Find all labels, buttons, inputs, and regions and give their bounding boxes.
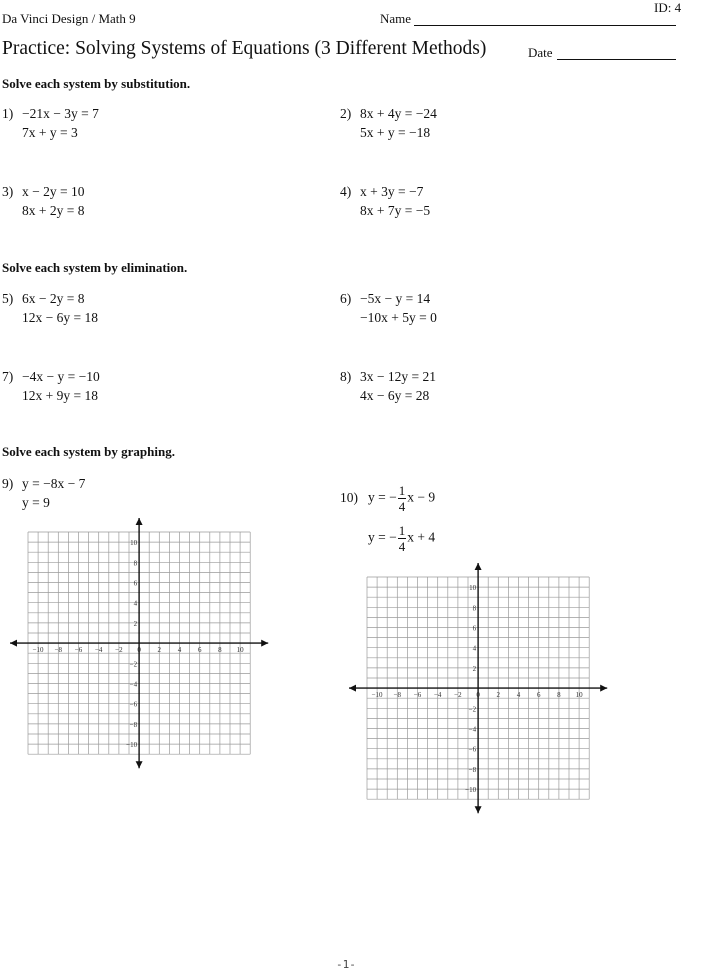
problem-10 — [340, 484, 435, 513]
equation-2-rhs: x + 4 — [407, 529, 436, 545]
problem-10-line-2 — [368, 524, 435, 553]
y-tick-label: −8 — [468, 765, 477, 774]
problem-number: 7) — [2, 369, 14, 384]
equation-1: −5x − y = 14 — [360, 291, 431, 306]
y-tick-label: 4 — [133, 599, 138, 608]
y-tick-label: −6 — [129, 700, 138, 709]
problem-number: 1) — [2, 106, 14, 121]
problem-number: 3) — [2, 184, 14, 199]
x-tick-label: 8 — [218, 646, 222, 655]
equation-1: x − 2y = 10 — [22, 184, 85, 199]
problem-2 — [340, 104, 437, 142]
y-tick-label: −2 — [468, 705, 477, 714]
y-tick-label: −2 — [129, 660, 138, 669]
worksheet-id: ID: 4 — [654, 0, 682, 15]
problem-1 — [2, 104, 99, 142]
x-axis-arrow-right — [261, 640, 268, 647]
equation-1: 8x + 4y = −24 — [360, 106, 437, 121]
equation-1-lhs: y = − — [368, 489, 397, 505]
problem-7 — [2, 367, 100, 405]
x-tick-label: −6 — [74, 646, 83, 655]
problem-3 — [2, 182, 84, 220]
equation-1: −4x − y = −10 — [22, 369, 100, 384]
y-axis-arrow-down — [475, 806, 482, 813]
x-tick-label: −6 — [413, 691, 422, 700]
fraction-numerator: 1 — [398, 483, 406, 498]
x-axis-arrow-left — [10, 640, 17, 647]
fraction-denominator: 4 — [398, 539, 406, 554]
x-tick-label: 4 — [177, 646, 182, 655]
coordinate-grid-10[interactable] — [340, 560, 620, 825]
x-tick-label: 10 — [236, 646, 244, 655]
equation-2: 4x − 6y = 28 — [360, 388, 430, 403]
date-label: Date — [528, 45, 553, 60]
y-tick-label: 10 — [469, 584, 477, 593]
y-tick-label: 8 — [133, 559, 138, 568]
x-tick-label: −8 — [393, 691, 402, 700]
x-tick-label: 6 — [536, 691, 541, 700]
y-tick-label: −10 — [126, 741, 138, 750]
fraction-numerator: 1 — [398, 523, 406, 538]
y-tick-label: 2 — [472, 664, 477, 673]
y-axis-arrow-up — [136, 518, 143, 525]
equation-2: 5x + y = −18 — [360, 125, 431, 140]
equation-2: 8x + 7y = −5 — [360, 203, 431, 218]
x-tick-label: −8 — [54, 646, 63, 655]
equation-2: 7x + y = 3 — [22, 125, 78, 140]
section-heading-elimination: Solve each system by elimination. — [2, 260, 188, 275]
equation-2: 12x − 6y = 18 — [22, 310, 98, 325]
fraction — [398, 484, 407, 513]
problem-6 — [340, 289, 437, 327]
y-tick-label: −4 — [468, 725, 477, 734]
y-axis-arrow-down — [136, 761, 143, 768]
equation-2: 12x + 9y = 18 — [22, 388, 98, 403]
page-title: Practice: Solving Systems of Equations (3 Different Methods) — [2, 38, 487, 59]
y-tick-label: 2 — [133, 619, 138, 628]
page-number: -1- — [336, 958, 356, 971]
y-tick-label: 10 — [130, 539, 138, 548]
x-tick-label: 2 — [157, 646, 162, 655]
problem-number: 6) — [340, 291, 352, 306]
equation-2: y = 9 — [22, 495, 50, 510]
problem-number: 2) — [340, 106, 352, 121]
equation-1: y = −8x − 7 — [22, 476, 86, 491]
y-tick-label: −4 — [129, 680, 138, 689]
equation-1: x + 3y = −7 — [360, 184, 424, 199]
section-heading-graphing: Solve each system by graphing. — [2, 444, 175, 459]
equation-2-lhs: y = − — [368, 529, 397, 545]
fraction-denominator: 4 — [398, 499, 406, 514]
equation-1: −21x − 3y = 7 — [22, 106, 99, 121]
x-tick-label: 0 — [476, 691, 480, 700]
x-tick-label: −10 — [32, 646, 44, 655]
date-blank[interactable] — [557, 59, 676, 60]
x-tick-label: −2 — [115, 646, 123, 655]
name-blank[interactable] — [414, 25, 676, 26]
problem-4 — [340, 182, 430, 220]
x-tick-label: 2 — [496, 691, 501, 700]
equation-1: 3x − 12y = 21 — [360, 369, 436, 384]
x-axis-arrow-left — [349, 685, 356, 692]
y-tick-label: 6 — [472, 624, 477, 633]
y-tick-label: −10 — [465, 786, 477, 795]
section-heading-substitution: Solve each system by substitution. — [2, 76, 191, 91]
problem-9 — [2, 474, 85, 512]
x-tick-label: −4 — [433, 691, 442, 700]
y-tick-label: 8 — [472, 604, 477, 613]
x-tick-label: 6 — [197, 646, 202, 655]
name-label: Name — [380, 11, 412, 26]
y-tick-label: −6 — [468, 745, 477, 754]
equation-1-rhs: x − 9 — [407, 489, 436, 505]
problem-5 — [2, 289, 98, 327]
y-tick-label: 6 — [133, 579, 138, 588]
equation-2: −10x + 5y = 0 — [360, 310, 437, 325]
y-axis-arrow-up — [475, 563, 482, 570]
x-tick-label: 4 — [516, 691, 521, 700]
problem-number: 5) — [2, 291, 14, 306]
x-tick-label: 0 — [137, 646, 141, 655]
problem-number: 10) — [340, 489, 358, 505]
x-axis-arrow-right — [600, 685, 607, 692]
problem-number: 9) — [2, 476, 14, 491]
coordinate-grid-9[interactable] — [0, 510, 300, 775]
problem-number: 4) — [340, 184, 352, 199]
x-tick-label: −2 — [454, 691, 462, 700]
y-tick-label: 4 — [472, 644, 477, 653]
x-tick-label: −10 — [371, 691, 383, 700]
x-tick-label: 10 — [575, 691, 583, 700]
problem-8 — [340, 367, 436, 405]
fraction — [398, 524, 407, 553]
equation-1: 6x − 2y = 8 — [22, 291, 85, 306]
x-tick-label: −4 — [94, 646, 103, 655]
equation-2: 8x + 2y = 8 — [22, 203, 85, 218]
y-tick-label: −8 — [129, 720, 138, 729]
problem-number: 8) — [340, 369, 352, 384]
course-label: Da Vinci Design / Math 9 — [2, 11, 136, 26]
x-tick-label: 8 — [557, 691, 561, 700]
